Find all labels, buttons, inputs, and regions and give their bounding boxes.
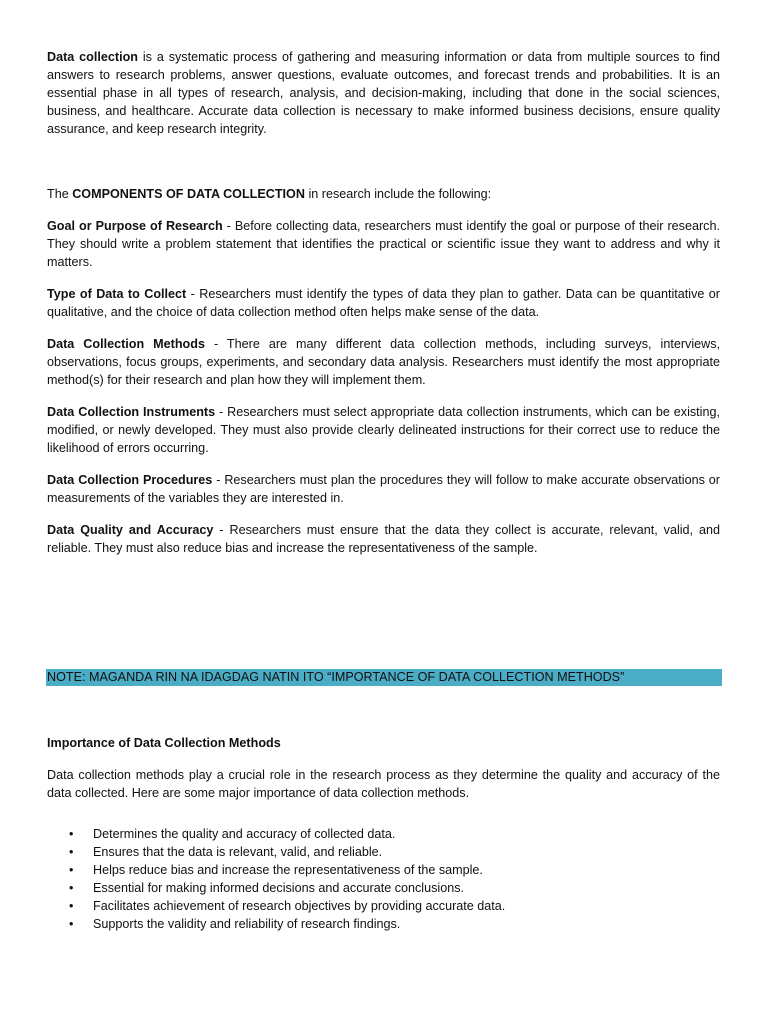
list-item	[47, 861, 720, 879]
component-methods	[47, 335, 720, 389]
component-text: - Researchers must ensure that the data they collect is accurate, relevant, valid, and reliable. They must also reduce bias and increase the representativeness of the sample.	[47, 523, 720, 555]
component-term: Data Collection Procedures	[47, 473, 213, 487]
list-item-text: Ensures that the data is relevant, valid, and reliable.	[93, 845, 383, 859]
list-item-text: Determines the quality and accuracy of collected data.	[93, 827, 396, 841]
importance-paragraph: Data collection methods play a crucial role in the research process as they determine the quality and accuracy of the data collected. Here are some major importance of data collection methods.	[47, 768, 720, 800]
intro-paragraph	[47, 48, 720, 138]
list-item-text: Essential for making informed decisions and accurate conclusions.	[93, 881, 465, 895]
bullet-icon: •	[69, 827, 74, 841]
component-data-type	[47, 285, 720, 321]
list-item-text: Supports the validity and reliability of research findings.	[93, 917, 401, 931]
importance-bullet-list	[47, 825, 720, 933]
component-procedures	[47, 471, 720, 507]
intro-text: is a systematic process of gathering and measuring information or data from multiple sources to find answers to research problems, answer questions, evaluate outcomes, and forecast trends and probabilities. It is an essential phase in all types of research, analysis, and decision-making, including that done in the social sciences, business, and healthcare. Accurate data collection is necessary to make informed business decisions, ensure quality assurance, and keep research integrity.	[47, 50, 720, 136]
bullet-icon: •	[69, 881, 74, 895]
component-term: Data Collection Methods	[47, 337, 205, 351]
component-text: - There are many different data collection methods, including surveys, interviews, observations, focus groups, experiments, and secondary data analysis. Researchers must identify the most appropriate method(s) for their research and plan how they will implement them.	[47, 337, 721, 387]
bullet-icon: •	[69, 899, 74, 913]
list-item	[47, 825, 720, 843]
component-term: Type of Data to Collect	[47, 287, 187, 301]
component-instruments	[47, 403, 720, 457]
bullet-icon: •	[69, 845, 74, 859]
list-item	[47, 879, 720, 897]
intro-term: Data collection	[47, 50, 138, 64]
component-quality	[47, 521, 720, 557]
component-goal	[47, 217, 720, 271]
component-term: Data Collection Instruments	[47, 405, 216, 419]
highlighted-note: NOTE: MAGANDA RIN NA IDAGDAG NATIN ITO “IMPORTANCE OF DATA COLLECTION METHODS”	[46, 669, 722, 686]
bullet-icon: •	[69, 917, 74, 931]
bullet-icon: •	[69, 863, 74, 877]
components-intro	[47, 185, 720, 203]
importance-heading: Importance of Data Collection Methods	[47, 736, 281, 750]
components-intro-prefix: The	[47, 187, 73, 201]
list-item-text: Facilitates achievement of research objectives by providing accurate data.	[93, 899, 506, 913]
component-term: Data Quality and Accuracy	[47, 523, 214, 537]
component-text: - Researchers must select appropriate data collection instruments, which can be existing, modified, or newly developed. They must also provide clearly delineated instructions for their correct use to reduce the likelihood of errors occurring.	[47, 405, 720, 455]
component-term: Goal or Purpose of Research	[47, 219, 223, 233]
list-item	[47, 897, 720, 915]
component-text: - Researchers must identify the types of data they plan to gather. Data can be quantitative or qualitative, and the choice of data collection method often helps make sense of the data.	[47, 287, 720, 319]
list-item	[47, 843, 720, 861]
component-text: - Researchers must plan the procedures they will follow to make accurate observations or measurements of the variables they are interested in.	[47, 473, 720, 505]
list-item-text: Helps reduce bias and increase the representativeness of the sample.	[93, 863, 483, 877]
components-intro-bold: COMPONENTS OF DATA COLLECTION	[72, 187, 305, 201]
component-text: - Before collecting data, researchers must identify the goal or purpose of their research. They should write a problem statement that identifies the practical or scientific issue they want to address and why it matters.	[47, 219, 720, 269]
components-intro-suffix: in research include the following:	[304, 187, 492, 201]
list-item	[47, 915, 720, 933]
